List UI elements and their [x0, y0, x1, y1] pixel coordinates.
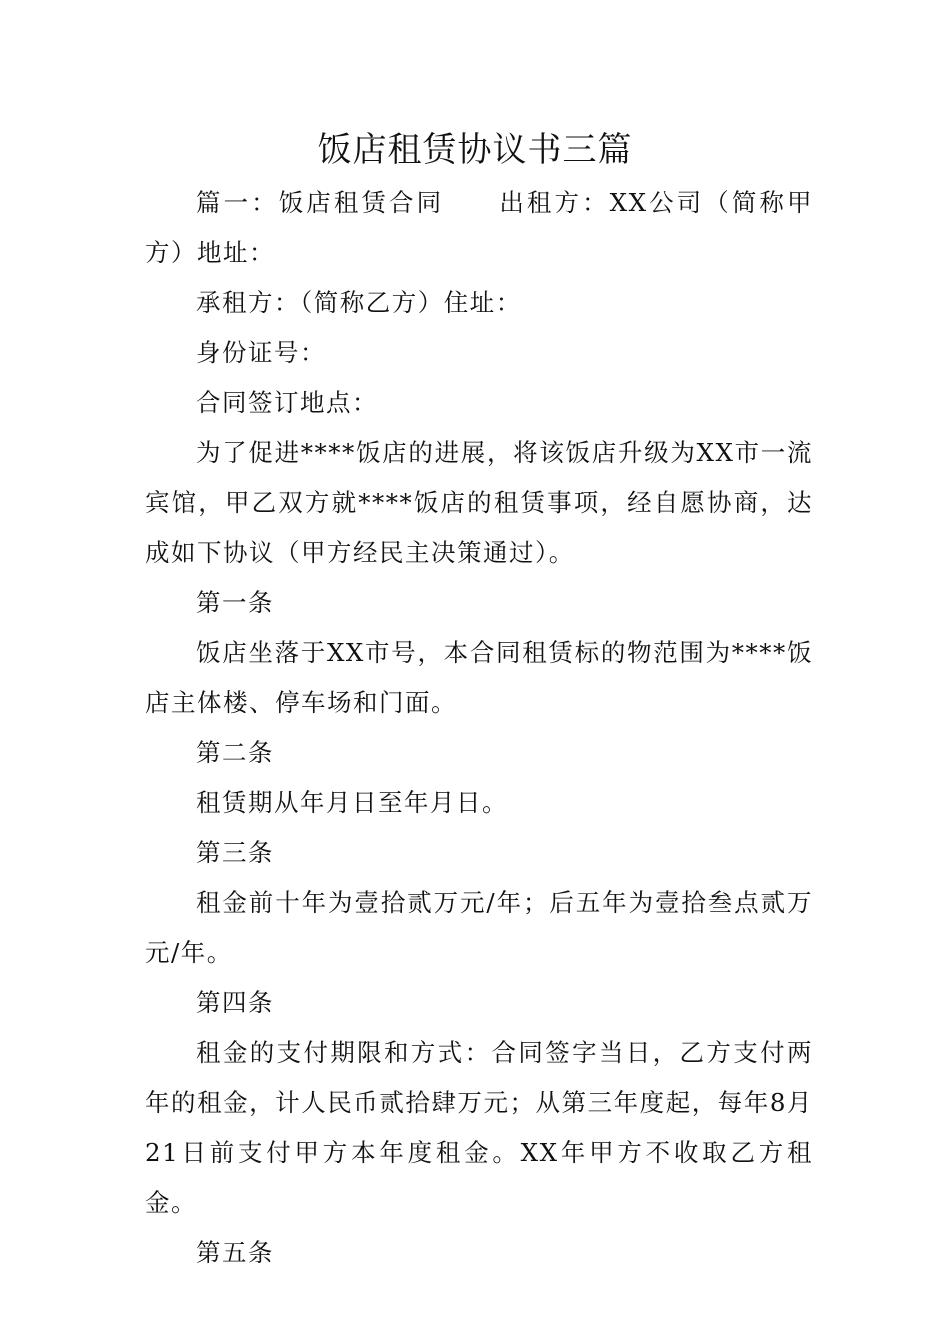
article-2-heading: 第二条: [196, 738, 274, 767]
article-3-text: 租金前十年为壹拾贰万元/年；后五年为壹拾叁点贰万元/年。: [145, 888, 813, 967]
article-1-text: 饭店坐落于XX市号，本合同租赁标的物范围为****饭店主体楼、停车场和门面。: [145, 638, 813, 717]
document-title: 饭店租赁协议书三篇: [317, 130, 633, 170]
paragraph-lessee: 承租方：（简称乙方）住址：: [196, 288, 522, 317]
article-4-text: 租金的支付期限和方式：合同签字当日，乙方支付两年的租金，计人民币贰拾肆万元；从第三年度起，每年8月21日前支付甲方本年度租金。XX年甲方不收取乙方租金。: [145, 1038, 813, 1217]
paragraph-signing-place: 合同签订地点：: [196, 388, 378, 417]
paragraph-id-number: 身份证号：: [196, 338, 326, 367]
article-2-text: 租赁期从年月日至年月日。: [196, 788, 508, 817]
article-4-heading: 第四条: [196, 988, 274, 1017]
article-1-heading: 第一条: [196, 588, 274, 617]
article-5-heading: 第五条: [196, 1238, 274, 1267]
paragraph-preamble: 为了促进****饭店的进展，将该饭店升级为XX市一流宾馆，甲乙双方就****饭店的租赁事项，经自愿协商，达成如下协议（甲方经民主决策通过）。: [145, 438, 813, 567]
document-body: [145, 178, 813, 1278]
paragraph-intro-parties: 篇一：饭店租赁合同 出租方：XX公司（简称甲方）地址：: [145, 188, 813, 267]
article-3-heading: 第三条: [196, 838, 274, 867]
